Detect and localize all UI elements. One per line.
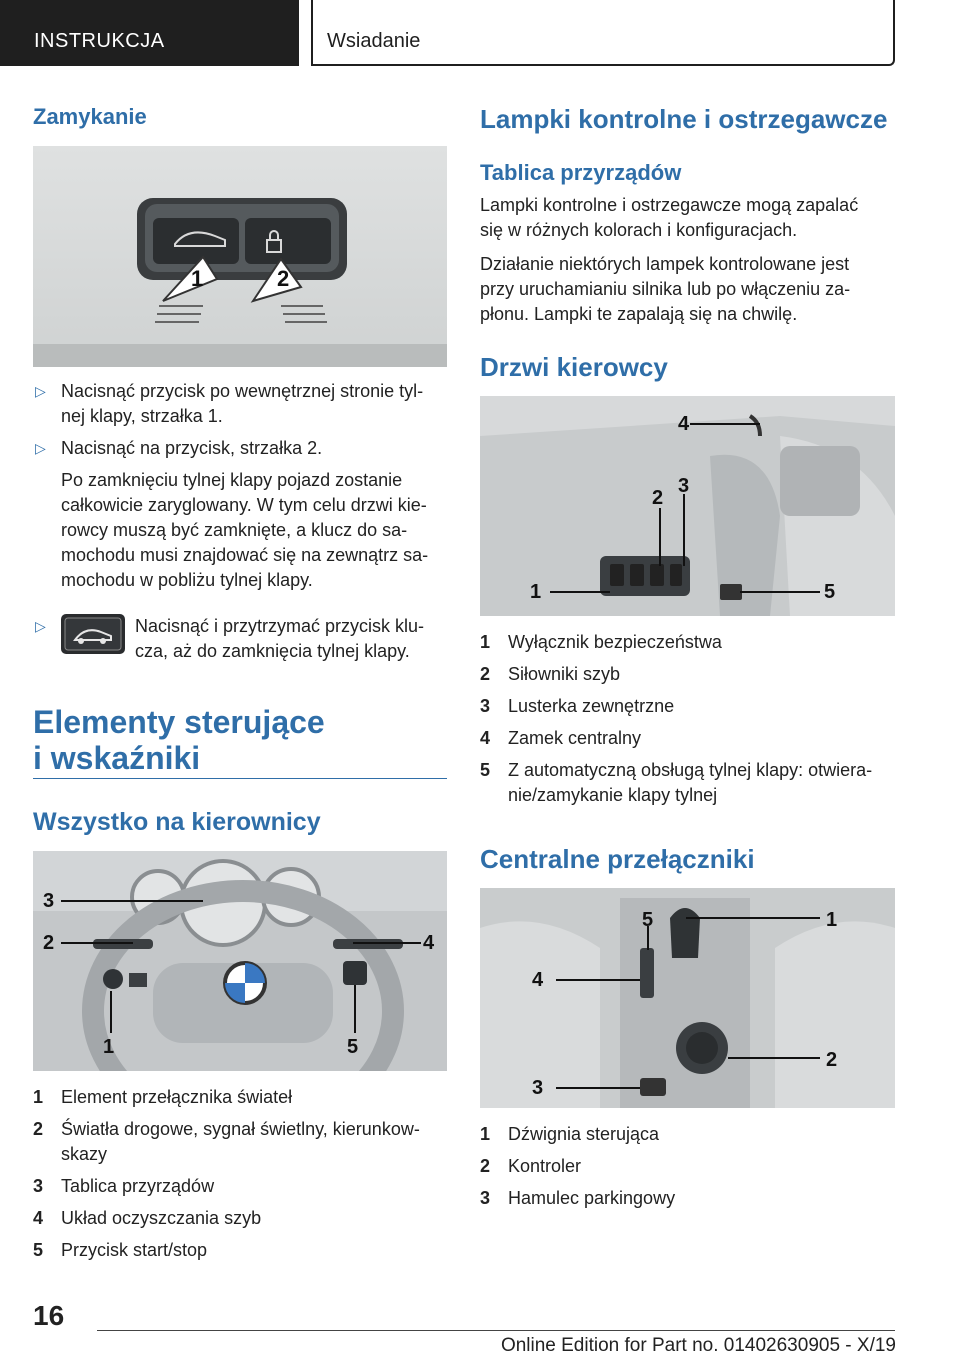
- page-header: [0, 0, 960, 66]
- list-item: 2 Światła drogowe, sygnał świetlny, kierunkow- skazy: [33, 1119, 420, 1164]
- list-item: 3 Hamulec parkingowy: [480, 1188, 676, 1208]
- center-console-photo: [480, 888, 895, 1108]
- console-label-5: 5: [642, 909, 654, 931]
- wheel-heading: Wszystko na kierownicy: [33, 808, 321, 836]
- door-label-2: 2: [652, 487, 664, 509]
- warning-heading: Lampki kontrolne i ostrzegawcze: [480, 104, 888, 134]
- triangle-bullet-icon: ▷: [35, 383, 46, 399]
- list-item: 2 Siłowniki szyb: [480, 664, 621, 684]
- wheel-label-5: 5: [347, 1036, 359, 1058]
- bullet-note: Po zamknięciu tylnej klapy pojazd zostanie całkowicie zaryglowany. W tym celu drzwi kie- rowcy muszą być zamknięte, a klucz do sa- mochodu musi znajdować się na zewnątrz sa- mochodu w pobliżu tylnej klapy.: [61, 470, 429, 590]
- section-tab-label: Wsiadanie: [327, 30, 421, 52]
- tailgate-buttons-photo: [33, 146, 447, 367]
- list-item: 1 Dźwignia sterująca: [480, 1124, 660, 1144]
- para-2: Działanie niektórych lampek kontrolowane jest przy uruchamianiu silnika lub po włączeniu za- płonu. Lampki te zapalają się na chwilę.: [480, 254, 851, 324]
- door-heading: Drzwi kierowcy: [480, 352, 668, 382]
- list-item: 5 Przycisk start/stop: [33, 1240, 208, 1260]
- list-item: 4 Układ oczyszczania szyb: [33, 1208, 262, 1228]
- central-heading: Centralne przełączniki: [480, 844, 755, 874]
- footer-rule: [97, 1330, 895, 1331]
- list-item: 5 Z automatyczną obsługą tylnej klapy: otwiera- nie/zamykanie klapy tylnej: [480, 760, 873, 805]
- bullet-text-2: Nacisnąć na przycisk, strzałka 2.: [61, 438, 323, 458]
- wheel-label-2: 2: [43, 932, 55, 954]
- triangle-bullet-icon: ▷: [35, 618, 46, 634]
- bullet-text-1: Nacisnąć przycisk po wewnętrznej stronie tyl- nej klapy, strzałka 1.: [61, 381, 424, 426]
- door-label-3: 3: [678, 475, 690, 497]
- door-label-4: 4: [678, 413, 690, 435]
- elements-heading-line2: i wskaźniki: [33, 740, 201, 776]
- instrument-heading: Tablica przyrządów: [480, 160, 682, 185]
- list-item: 1 Element przełącznika świateł: [33, 1087, 293, 1107]
- elements-heading-line1: Elementy sterujące: [33, 704, 325, 740]
- list-item: 1 Wyłącznik bezpieczeństwa: [480, 632, 722, 652]
- elements-heading: [33, 704, 325, 776]
- list-item: 2 Kontroler: [480, 1156, 582, 1176]
- photo1-label-2: 2: [277, 266, 290, 291]
- chapter-tab: [0, 0, 299, 66]
- icon-bullet-text: Nacisnąć i przytrzymać przycisk klu- cza, aż do zamknięcia tylnej klapy.: [135, 616, 425, 661]
- para-1: Lampki kontrolne i ostrzegawcze mogą zapalać się w różnych kolorach i konfiguracjach.: [480, 195, 859, 240]
- console-label-4: 4: [532, 969, 544, 991]
- central-list: [480, 1122, 895, 1218]
- section-tab: [311, 0, 895, 66]
- driver-door-photo: [480, 396, 895, 616]
- tailgate-key-icon: [61, 614, 125, 654]
- console-label-3: 3: [532, 1077, 544, 1099]
- wheel-list: [33, 1085, 447, 1270]
- list-item: 3 Lusterka zewnętrzne: [480, 696, 675, 716]
- door-label-1: 1: [530, 581, 542, 603]
- wheel-label-4: 4: [423, 932, 435, 954]
- door-list: [480, 630, 895, 815]
- wheel-label-3: 3: [43, 890, 55, 912]
- triangle-bullet-icon: ▷: [35, 440, 46, 456]
- door-label-5: 5: [824, 581, 836, 603]
- console-label-2: 2: [826, 1049, 838, 1071]
- console-label-1: 1: [826, 909, 838, 931]
- heading-rule: [33, 778, 447, 779]
- footer-edition: Online Edition for Part no. 01402630905 - X/19: [500, 1335, 896, 1356]
- zamykanie-heading: Zamykanie: [33, 104, 147, 129]
- list-item: 3 Tablica przyrządów: [33, 1176, 215, 1196]
- wheel-label-1: 1: [103, 1036, 115, 1058]
- chapter-tab-label: INSTRUKCJA: [34, 30, 165, 52]
- photo1-label-1: 1: [191, 266, 204, 291]
- page-number: 16: [33, 1300, 65, 1331]
- steering-wheel-photo: [33, 851, 447, 1071]
- list-item: 4 Zamek centralny: [480, 728, 642, 748]
